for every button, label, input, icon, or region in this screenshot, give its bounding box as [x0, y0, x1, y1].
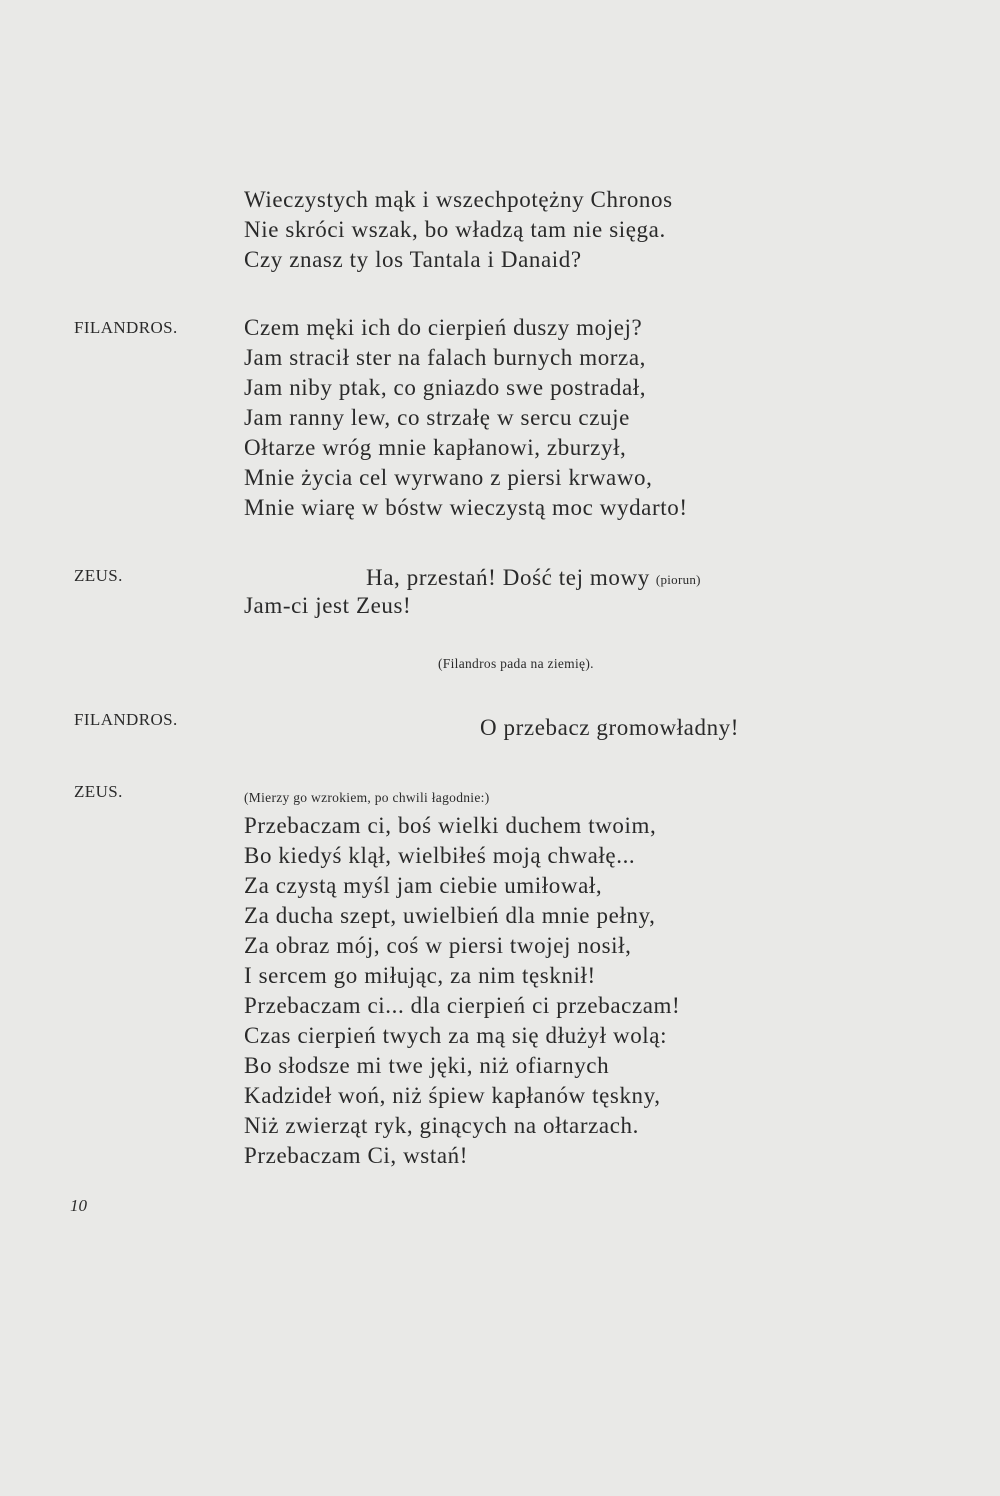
verse-line: Niż zwierząt ryk, ginących na ołtarzach.: [244, 1113, 639, 1138]
verse-line: Nie skróci wszak, bo władzą tam nie sięga.: [244, 217, 666, 242]
verse-line: Czas cierpień twych za mą się dłużył wolą:: [244, 1023, 668, 1048]
verse-line: Czem męki ich do cierpień duszy mojej?: [244, 315, 643, 340]
verse-line: Ołtarze wróg mnie kapłanowi, zburzył,: [244, 435, 627, 460]
verse-line: O przebacz gromowładny!: [480, 715, 740, 740]
verse-line: Jam niby ptak, co gniazdo swe postradał,: [244, 375, 647, 400]
speaker-name: FILANDROS.: [74, 710, 178, 729]
verse-line: I sercem go miłując, za nim tęsknił!: [244, 963, 596, 988]
verse-line: Bo kiedyś klął, wielbiłeś moją chwałę...: [244, 843, 636, 868]
verse-line: Za czystą myśl jam ciebie umiłował,: [244, 873, 603, 898]
verse-line: Wieczystych mąk i wszechpotężny Chronos: [244, 187, 673, 212]
verse-line: Przebaczam ci, boś wielki duchem twoim,: [244, 813, 657, 838]
verse-line: Jam-ci jest Zeus!: [244, 593, 412, 618]
speaker-name: FILANDROS.: [74, 318, 178, 337]
verse-line: Kadzideł woń, niż śpiew kapłanów tęskny,: [244, 1083, 661, 1108]
verse-text: Ha, przestań! Dość tej mowy: [366, 565, 650, 590]
verse-line: Jam stracił ster na falach burnych morza,: [244, 345, 647, 370]
stage-direction: (Filandros pada na ziemię).: [438, 656, 594, 671]
verse-line: Czy znasz ty los Tantala i Danaid?: [244, 247, 582, 272]
verse-line: Bo słodsze mi twe jęki, niż ofiarnych: [244, 1053, 610, 1078]
speaker-name: ZEUS.: [74, 566, 123, 585]
verse-line: Za obraz mój, coś w piersi twojej nosił,: [244, 933, 632, 958]
verse-line: Przebaczam Ci, wstań!: [244, 1143, 468, 1168]
verse-line: Mnie życia cel wyrwano z piersi krwawo,: [244, 465, 653, 490]
stage-direction: (piorun): [655, 572, 701, 587]
verse-line: Mnie wiarę w bóstw wieczystą moc wydarto!: [244, 495, 688, 520]
verse-line: Jam ranny lew, co strzałę w sercu czuje: [244, 405, 630, 430]
page-number: 10: [70, 1196, 87, 1215]
verse-line: Przebaczam ci... dla cierpień ci przebaczam!: [244, 993, 681, 1018]
verse-line: Za ducha szept, uwielbień dla mnie pełny,: [244, 903, 656, 928]
verse-line: [366, 564, 701, 594]
stage-direction: (Mierzy go wzrokiem, po chwili łagodnie:): [244, 790, 490, 805]
speaker-name: ZEUS.: [74, 782, 123, 801]
